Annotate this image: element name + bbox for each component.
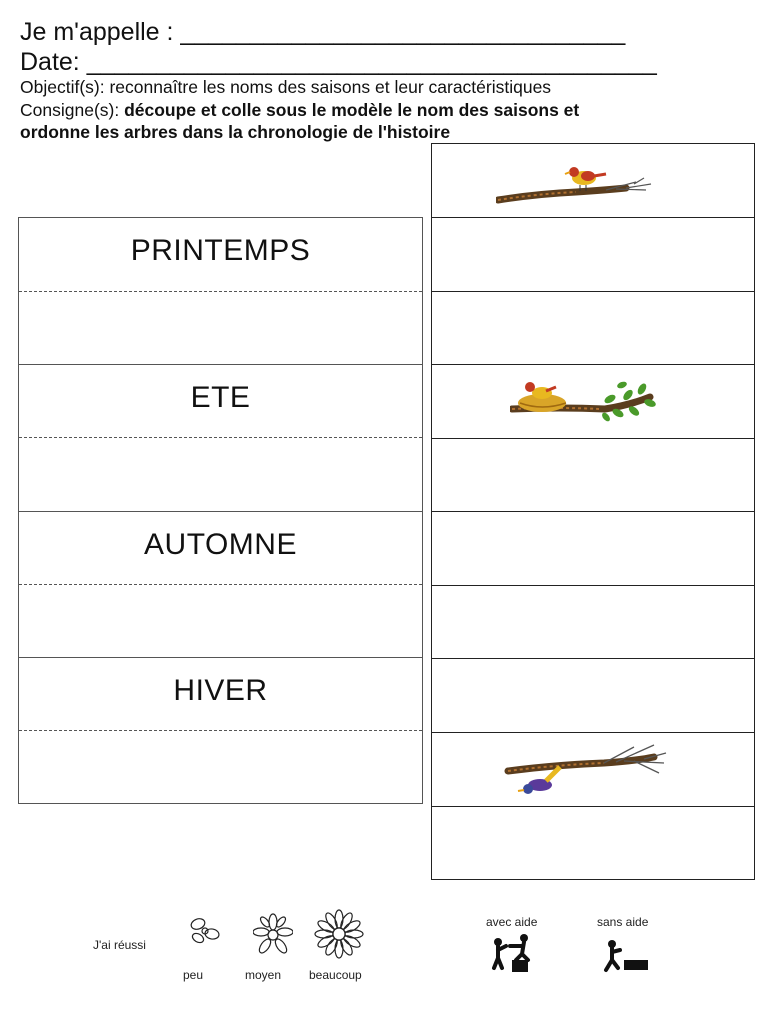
image-cell <box>432 585 754 658</box>
instruction-prefix: Consigne(s): <box>20 100 125 120</box>
name-line: Je m'appelle : ________________________________ <box>20 18 626 46</box>
branch-with-red-bird-icon <box>496 154 656 212</box>
image-cell <box>432 144 754 217</box>
flower-small-icon <box>186 914 224 946</box>
flower-large-icon <box>313 908 365 960</box>
level-peu: peu <box>183 968 204 982</box>
season-empty-cell <box>19 291 422 364</box>
level-beaucoup: beaucoup <box>309 968 362 982</box>
image-cell <box>432 732 754 806</box>
level-moyen: moyen <box>245 968 282 982</box>
season-label-cell <box>19 657 422 730</box>
story-image-table <box>431 143 755 880</box>
season-empty-cell <box>19 437 422 510</box>
instruction-bold-2: ordonne les arbres dans la chronologie de l'histoire <box>20 122 451 142</box>
instruction-text <box>20 99 579 143</box>
season-label-hiver: HIVER <box>173 674 268 707</box>
image-cell <box>432 511 754 585</box>
instruction-bold-1: découpe et colle sous le modèle le nom des saisons et <box>124 100 580 120</box>
image-cell <box>432 217 754 291</box>
climbing-with-help-icon <box>490 932 540 974</box>
season-empty-cell <box>19 584 422 657</box>
season-label-printemps: PRINTEMPS <box>130 234 311 267</box>
image-cell <box>432 438 754 511</box>
image-cell <box>432 806 754 879</box>
objective-text: Objectif(s): reconnaître les noms des saisons et leur caractéristiques <box>20 77 552 97</box>
season-empty-cell <box>19 730 422 803</box>
image-cell <box>432 364 754 438</box>
season-label-ete: ETE <box>190 381 251 414</box>
without-help-label: sans aide <box>597 915 649 929</box>
season-label-cell <box>19 364 422 437</box>
flower-medium-icon <box>253 912 293 960</box>
branch-with-bird-nest-leaves-icon <box>510 375 660 431</box>
season-label-cell <box>19 218 422 291</box>
season-label-table <box>18 217 423 804</box>
date-line: Date: _________________________________________ <box>20 48 657 76</box>
branch-with-purple-bird-icon <box>504 737 668 803</box>
season-label-automne: AUTOMNE <box>144 528 297 561</box>
success-label: J'ai réussi <box>93 938 146 952</box>
with-help-label: avec aide <box>486 915 538 929</box>
season-label-cell <box>19 511 422 584</box>
image-cell <box>432 291 754 364</box>
image-cell <box>432 658 754 732</box>
climbing-alone-icon <box>602 938 650 974</box>
